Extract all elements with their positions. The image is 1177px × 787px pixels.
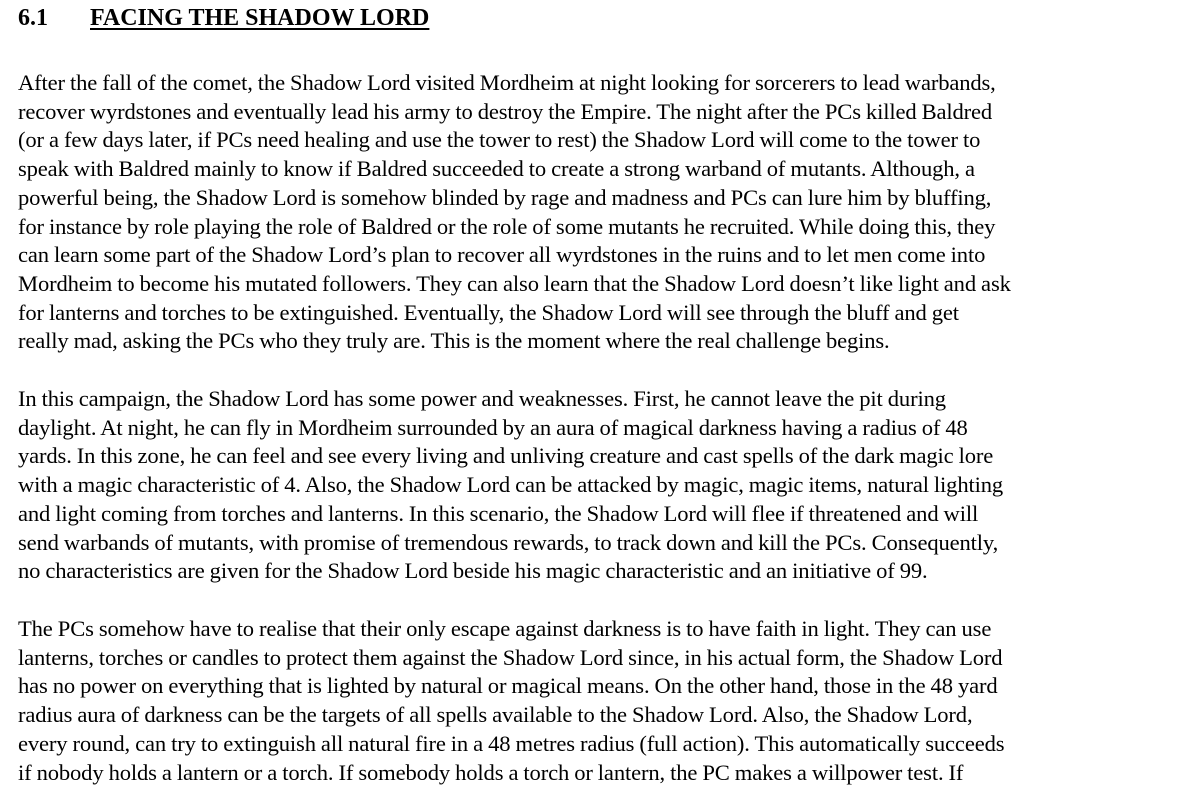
text-line: every round, can try to extinguish all natural fire in a 48 metres radius (full action). This automatically succeeds: [18, 730, 1005, 756]
text-line: for instance by role playing the role of Baldred or the role of some mutants he recruited. While doing this, they: [18, 213, 996, 239]
text-line: yards. In this zone, he can feel and see every living and unliving creature and cast spells of the dark magic lore: [18, 443, 994, 469]
text-line: lanterns, torches or candles to protect them against the Shadow Lord since, in his actual form, the Shadow Lord: [18, 644, 1003, 670]
text-line: no characteristics are given for the Shadow Lord beside his magic characteristic and an initiative of 99.: [18, 558, 928, 584]
paragraph-2: [18, 385, 1168, 586]
text-line: if nobody holds a lantern or a torch. If somebody holds a torch or lantern, the PC makes a willpower test. If: [18, 759, 964, 785]
text-line: daylight. At night, he can fly in Mordheim surrounded by an aura of magical darkness having a radius of 48: [18, 414, 968, 440]
text-line: The PCs somehow have to realise that their only escape against darkness is to have faith in light. They can use: [18, 616, 992, 641]
section-heading: [18, 3, 429, 33]
text-line: Mordheim to become his mutated followers. They can also learn that the Shadow Lord doesn’t like light and ask: [18, 270, 1011, 296]
text-line: recover wyrdstones and eventually lead his army to destroy the Empire. The night after the PCs killed Baldred: [18, 98, 993, 124]
text-line: for lanterns and torches to be extinguished. Eventually, the Shadow Lord will see through the bluff and get: [18, 299, 959, 325]
text-line: really mad, asking the PCs who they truly are. This is the moment where the real challenge begins.: [18, 328, 890, 354]
text-line: radius aura of darkness can be the targets of all spells available to the Shadow Lord. Also, the Shadow Lord,: [18, 702, 973, 728]
text-line: has no power on everything that is lighted by natural or magical means. On the other hand, those in the 48 yard: [18, 673, 998, 699]
text-line: powerful being, the Shadow Lord is somehow blinded by rage and madness and PCs can lure him by bluffing,: [18, 184, 992, 210]
text-line: with a magic characteristic of 4. Also, the Shadow Lord can be attacked by magic, magic items, natural lighting: [18, 472, 1004, 498]
section-title: FACING THE SHADOW LORD: [90, 5, 430, 31]
text-line: and light coming from torches and lanterns. In this scenario, the Shadow Lord will flee if threatened and will: [18, 500, 979, 526]
text-line: can learn some part of the Shadow Lord’s plan to recover all wyrdstones in the ruins and to let men come into: [18, 242, 986, 268]
text-line: speak with Baldred mainly to know if Baldred succeeded to create a strong warband of mutants. Although, a: [18, 156, 975, 182]
paragraph-3: [18, 615, 1168, 787]
text-line: (or a few days later, if PCs need healing and use the tower to rest) the Shadow Lord will come to the tower to: [18, 127, 981, 153]
text-line: send warbands of mutants, with promise of tremendous rewards, to track down and kill the PCs. Consequently,: [18, 529, 999, 555]
text-line: In this campaign, the Shadow Lord has some power and weaknesses. First, he cannot leave the pit during: [18, 386, 946, 411]
text-line: After the fall of the comet, the Shadow Lord visited Mordheim at night looking for sorcerers to lead warbands,: [18, 70, 996, 95]
section-number: 6.1: [18, 5, 48, 31]
paragraph-1: [18, 69, 1168, 356]
